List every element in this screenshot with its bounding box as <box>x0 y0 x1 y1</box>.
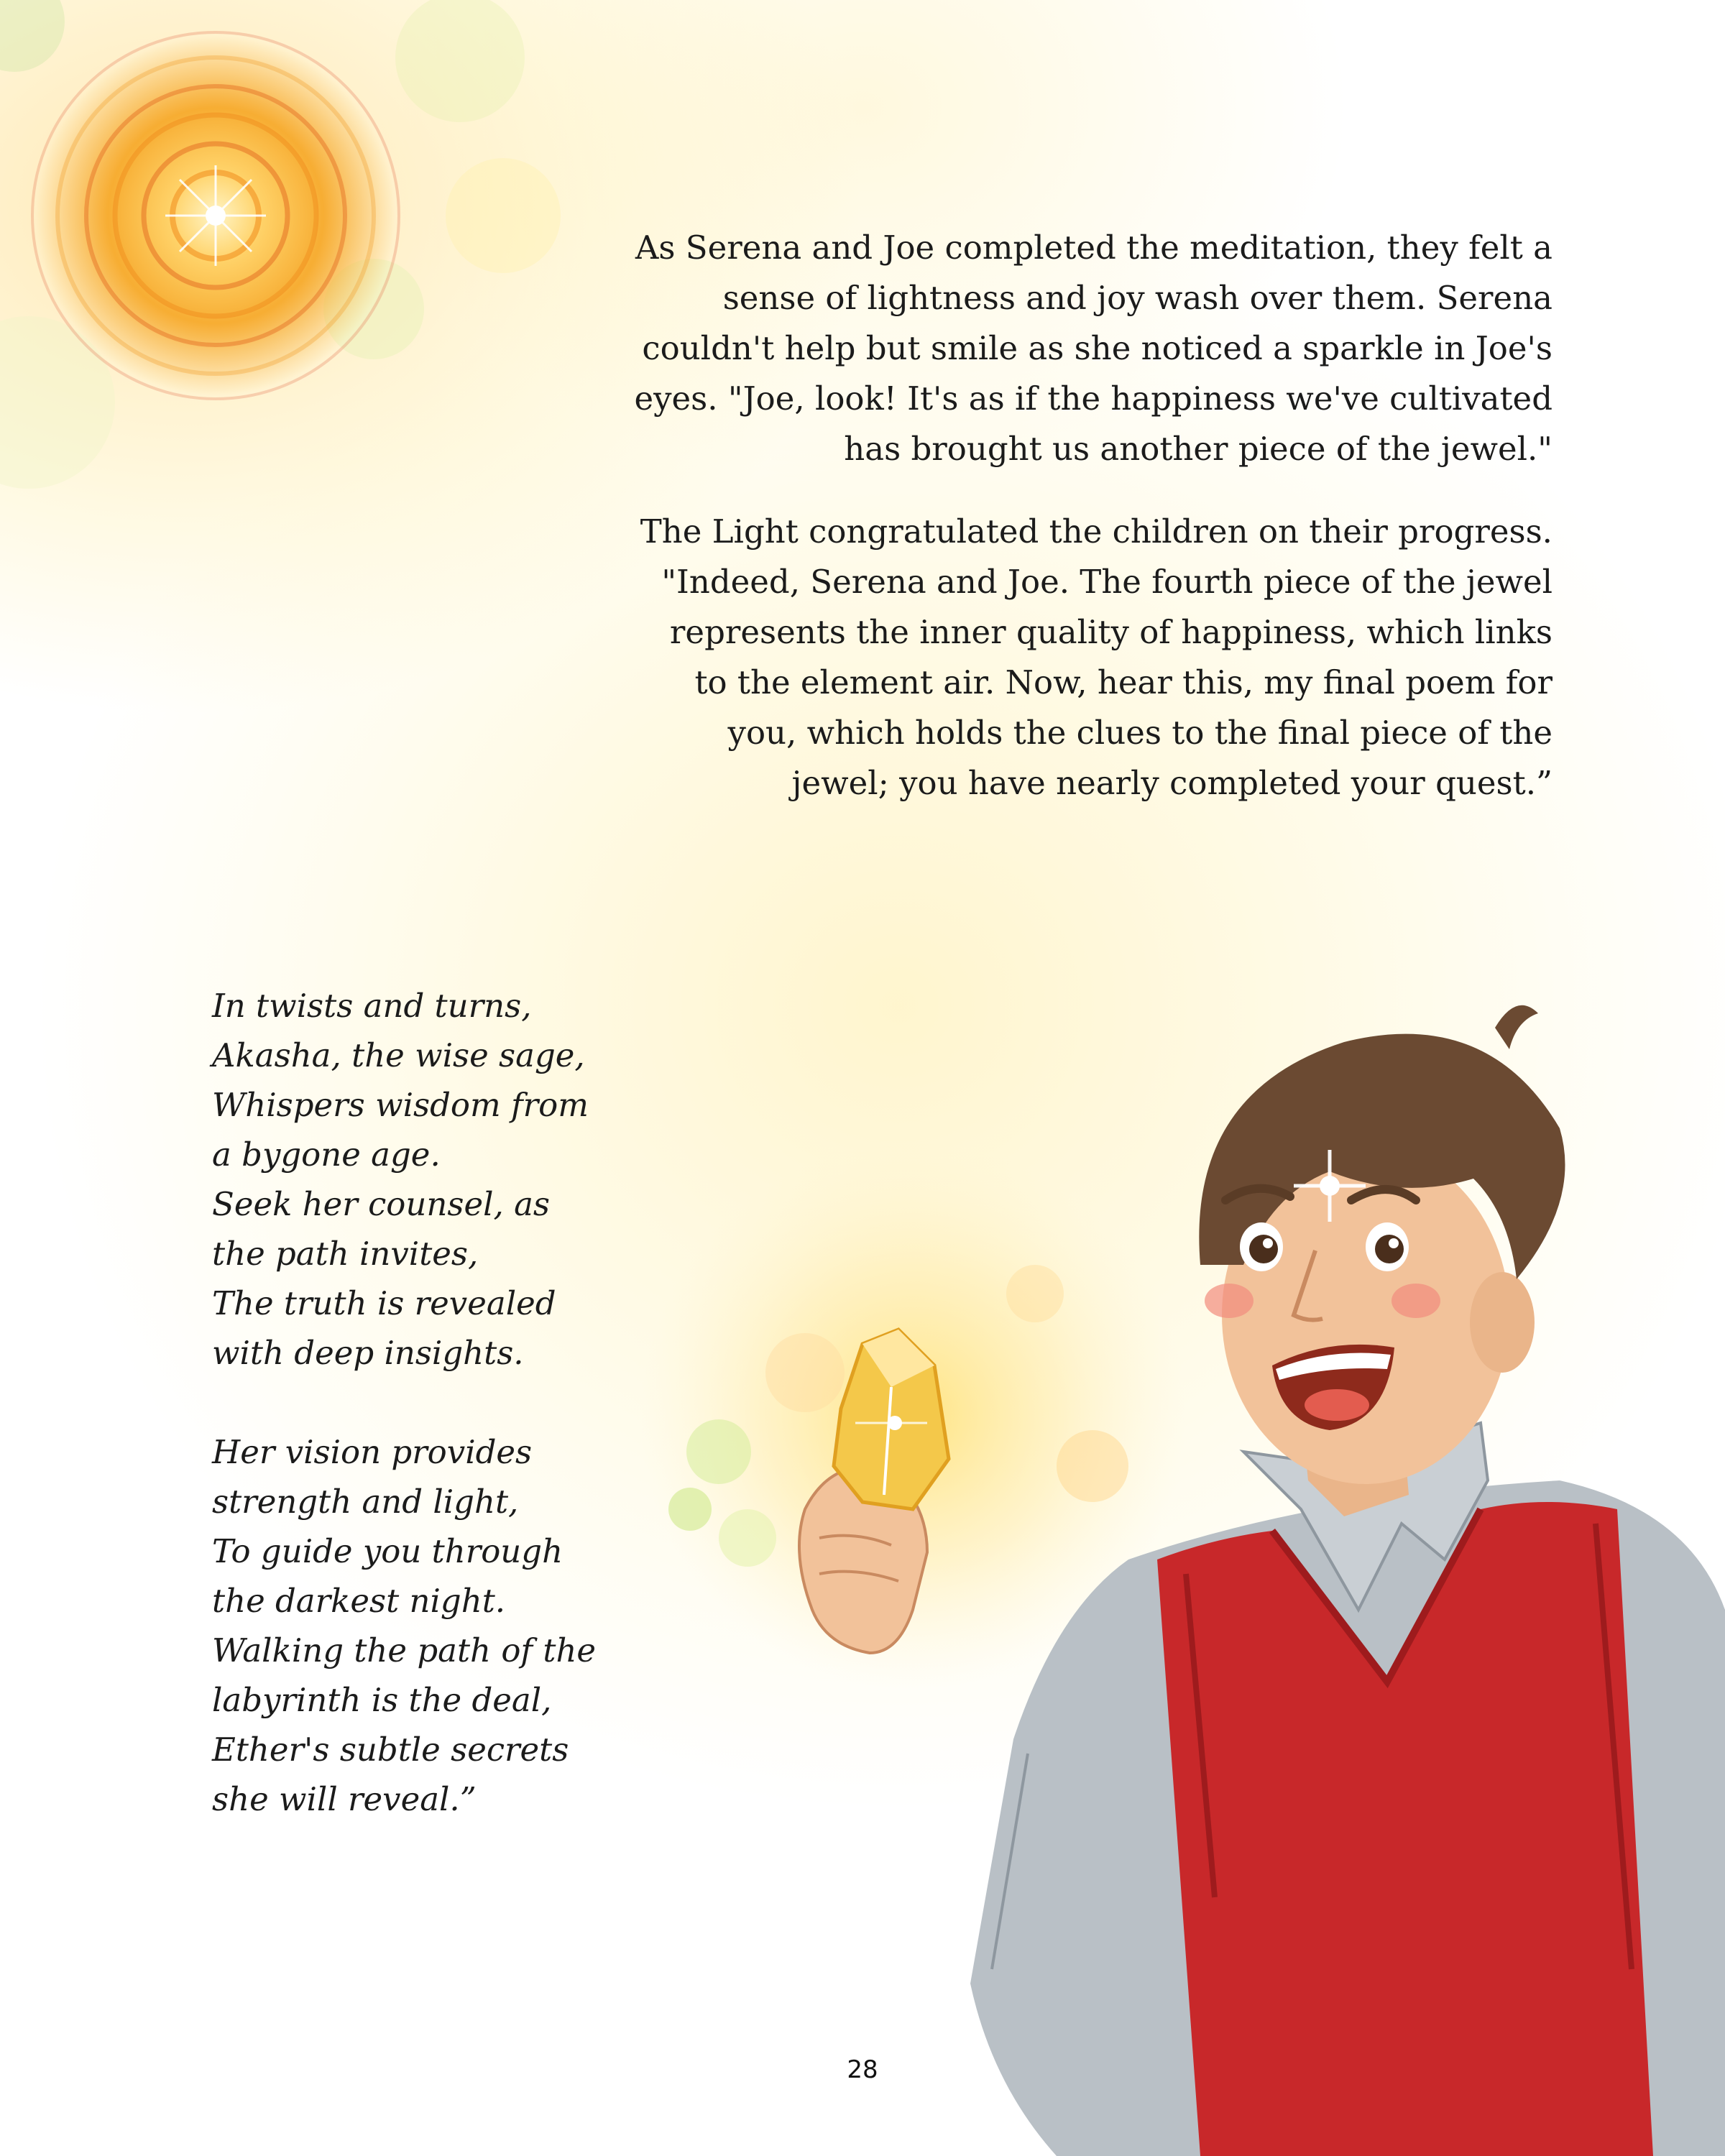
poem-line: In twists and turns, <box>212 987 532 1025</box>
poem-line: Whispers wisdom from <box>212 1086 589 1124</box>
poem-line: strength and light, <box>212 1483 519 1521</box>
page-number: 28 <box>847 2055 878 2084</box>
poem-line: Walking the path of the <box>212 1631 597 1669</box>
boy-ear <box>1470 1272 1535 1373</box>
poem-line: Her vision provides <box>212 1433 533 1471</box>
poem-line: a bygone age. <box>212 1135 441 1174</box>
poem-line: she will reveal.” <box>212 1780 477 1818</box>
poem-line: Ether's subtle secrets <box>212 1731 569 1769</box>
poem-stanza <box>212 1427 715 1824</box>
poem-stanza <box>212 981 715 1378</box>
poem-line: labyrinth is the deal, <box>212 1681 552 1719</box>
poem-line: with deep insights. <box>212 1334 524 1372</box>
sun-swirl-icon <box>0 0 589 546</box>
poem-line: The truth is revealed <box>212 1284 556 1322</box>
poem-line: To guide you through <box>212 1532 564 1570</box>
poem-line: Akasha, the wise sage, <box>212 1036 585 1074</box>
crystal-icon <box>834 1330 949 1509</box>
story-text <box>632 223 1552 841</box>
poem-line: the darkest night. <box>212 1582 506 1620</box>
boy-holding-crystal-illustration <box>755 963 1725 2156</box>
poem-line: Seek her counsel, as <box>212 1185 550 1223</box>
story-paragraph: As Serena and Joe completed the meditation, they felt a sense of lightness and joy wash over them. Serena couldn't help but smile as she noticed a sparkle in Joe's eyes. "Joe, look! It's as if the happiness we've cultivated has brought us another piece of the jewel." <box>634 229 1552 468</box>
poem <box>212 981 715 1874</box>
poem-line: the path invites, <box>212 1235 479 1273</box>
story-paragraph: The Light congratulated the children on their progress. "Indeed, Serena and Joe. The fourth piece of the jewel represents the inner quality of happiness, which links to the element air. Now, hear this, my final poem for you, which holds the clues to the final piece of the jewel; you have nearly completed your quest.” <box>640 512 1552 802</box>
